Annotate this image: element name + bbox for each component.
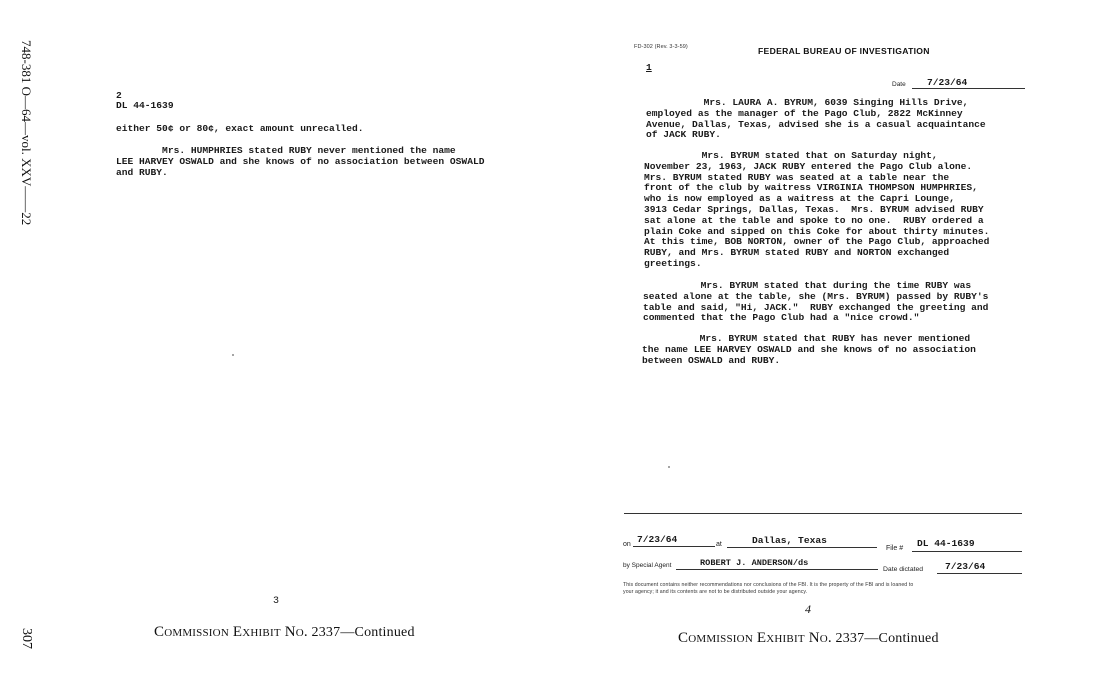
on-underline [633, 546, 715, 547]
left-exhibit-caption [154, 624, 415, 641]
right-paragraph-2 [644, 151, 989, 270]
dictated-value: 7/23/64 [945, 561, 986, 572]
file-value: DL 44-1639 [917, 538, 975, 549]
right-paragraph-1 [646, 98, 986, 141]
at-label: at [716, 541, 722, 548]
form-divider [624, 513, 1022, 514]
paragraph-line: greetings. [644, 257, 702, 269]
left-text-line: either 50¢ or 80¢, exact amount unrecalled. [116, 123, 364, 134]
dictated-label: Date dictated [883, 566, 924, 573]
paragraph-line: front of the club by waitress VIRGINIA THOMPSON HUMPHRIES, [644, 182, 978, 194]
right-paragraph-3 [643, 281, 988, 324]
on-value: 7/23/64 [637, 534, 678, 545]
paragraph-line: commented that the Pago Club had a "nice crowd." [643, 312, 920, 324]
caption-label: Commission Exhibit No. [678, 630, 832, 646]
paragraph-line: Mrs. BYRUM stated RUBY was seated at a table near the [644, 171, 950, 183]
paragraph-line: Avenue, Dallas, Texas, advised she is a casual acquaintance [646, 118, 986, 130]
date-underline [912, 88, 1025, 89]
paragraph-line: who is now employed as a waitress at the Capri Lounge, [644, 193, 955, 205]
left-paragraph-line: Mrs. HUMPHRIES stated RUBY never mentioned the name [116, 145, 456, 156]
paragraph-line: RUBY, and Mrs. BYRUM stated RUBY and NORTON exchanged [644, 247, 950, 259]
left-paragraph-line: and RUBY. [116, 166, 168, 178]
dictated-underline [937, 573, 1022, 574]
paragraph-line: November 23, 1963, JACK RUBY entered the Pago Club alone. [644, 160, 973, 172]
paragraph-line: Mrs. BYRUM stated that on Saturday night, [644, 150, 938, 161]
paragraph-line: Mrs. LAURA A. BYRUM, 6039 Singing Hills Drive, [646, 97, 969, 108]
paragraph-line: Mrs. BYRUM stated that RUBY has never mentioned [642, 333, 971, 344]
agent-value: ROBERT J. ANDERSON/ds [700, 558, 809, 568]
right-exhibit-caption [678, 630, 939, 647]
right-footer-page: 4 [805, 602, 811, 616]
disclaimer-line: This document contains neither recommendations nor conclusions of the FBI. It is the property of the FBI and is loaned to [623, 582, 914, 588]
left-paragraph [116, 146, 484, 178]
at-value: Dallas, Texas [752, 535, 827, 546]
at-underline [727, 547, 877, 548]
paragraph-line: plain Coke and sipped on this Coke for about thirty minutes. [644, 225, 990, 237]
speck [668, 466, 670, 468]
paragraph-line: At this time, BOB NORTON, owner of the Pago Club, approached [644, 236, 990, 248]
date-value: 7/23/64 [927, 77, 968, 88]
file-underline [912, 551, 1022, 552]
file-label: File # [886, 545, 904, 552]
form-id: FD-302 (Rev. 3-3-59) [634, 44, 688, 50]
left-page-marker: 2 [116, 90, 122, 101]
agent-underline [676, 569, 878, 570]
left-footer-page: 3 [273, 596, 280, 607]
paragraph-line: sat alone at the table and spoke to no one. RUBY ordered a [644, 214, 984, 226]
caption-suffix: 2337—Continued [831, 631, 939, 646]
paragraph-line: 3913 Cedar Springs, Dallas, Texas. Mrs. BYRUM advised RUBY [644, 203, 984, 215]
caption-label: Commission Exhibit No. [154, 624, 308, 640]
disclaimer-line: your agency; it and its contents are not to be distributed outside your agency. [623, 589, 808, 595]
paragraph-line: seated alone at the table, she (Mrs. BYRUM) passed by RUBY's [643, 290, 989, 302]
agency-header: FEDERAL BUREAU OF INVESTIGATION [758, 46, 930, 56]
left-file-ref: DL 44-1639 [116, 100, 174, 111]
date-label: Date [892, 81, 906, 88]
page-number: 307 [19, 628, 34, 649]
agent-label: by Special Agent [623, 562, 672, 569]
paragraph-line: employed as the manager of the Pago Club, 2822 McKinney [646, 107, 963, 119]
caption-suffix: 2337—Continued [307, 625, 415, 640]
paragraph-line: between OSWALD and RUBY. [642, 354, 781, 366]
right-paragraph-4 [642, 334, 976, 366]
speck [232, 354, 234, 356]
right-page-marker: 1 [646, 62, 652, 73]
paragraph-line: of JACK RUBY. [646, 129, 721, 141]
left-paragraph-line: LEE HARVEY OSWALD and she knows of no association between OSWALD [116, 155, 485, 167]
paragraph-line: table and said, "Hi, JACK." RUBY exchanged the greeting and [643, 301, 989, 313]
paragraph-line: Mrs. BYRUM stated that during the time RUBY was [643, 280, 972, 291]
volume-side-text: 748-381 O—64—vol. XXV——22 [19, 40, 34, 226]
paragraph-line: the name LEE HARVEY OSWALD and she knows of no association [642, 343, 976, 355]
on-label: on [623, 541, 631, 548]
